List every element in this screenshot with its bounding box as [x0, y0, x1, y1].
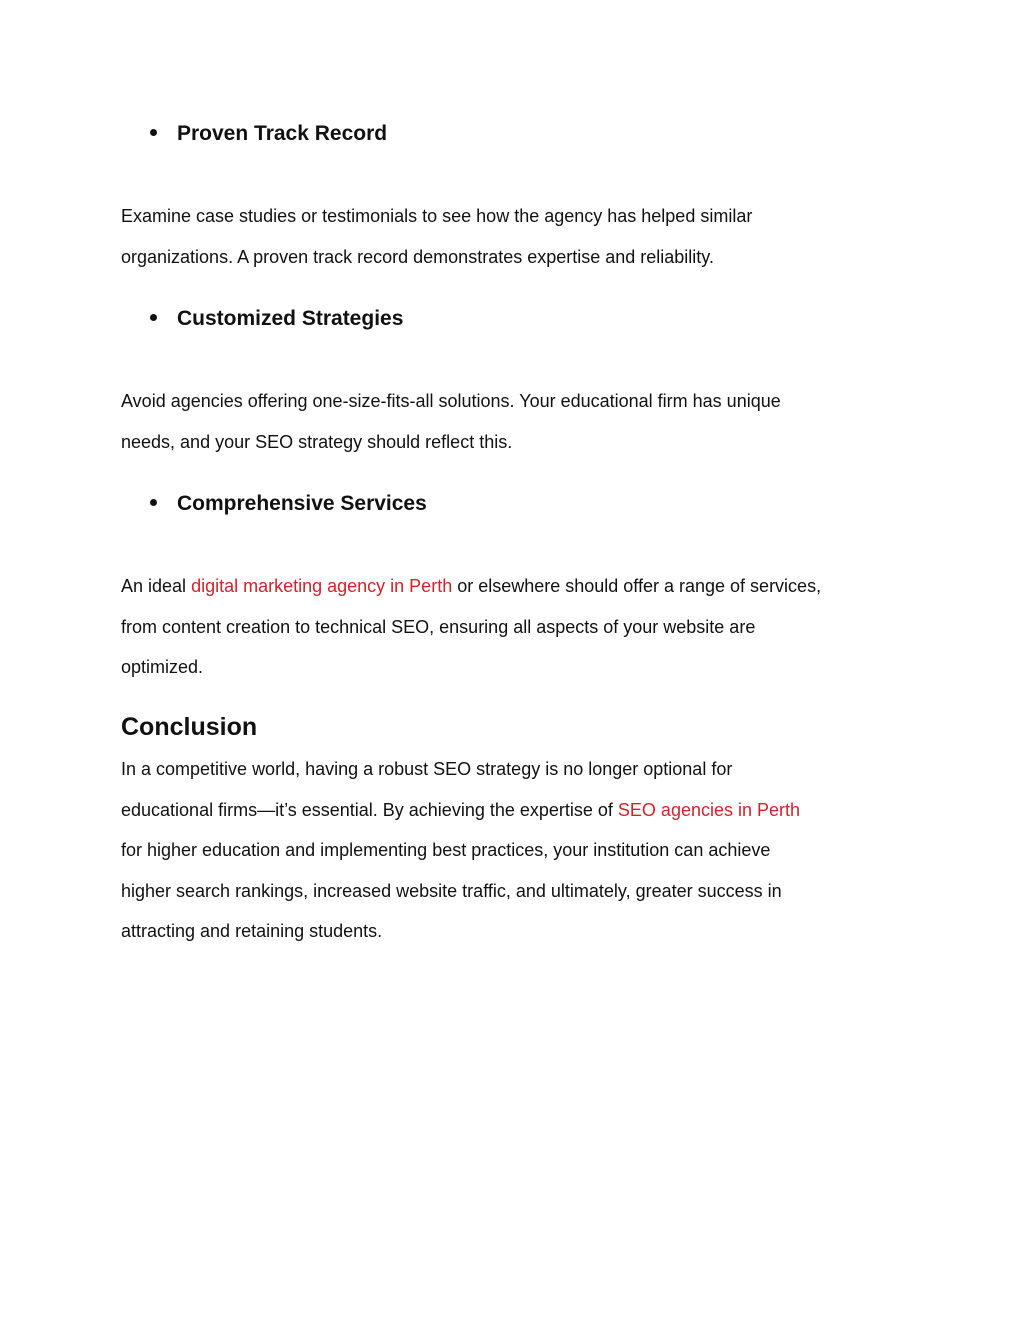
section-heading-text: Proven Track Record	[177, 122, 388, 145]
paragraph-line: In a competitive world, having a robust SEO strategy is no longer optional for	[121, 759, 733, 779]
section-heading-proven-track-record	[150, 123, 387, 144]
conclusion-heading: Conclusion	[121, 713, 258, 741]
digital-marketing-agency-link[interactable]: digital marketing agency in Perth	[191, 576, 453, 596]
bullet-icon	[150, 129, 157, 136]
section-paragraph-comprehensive-services	[121, 566, 921, 688]
text-segment: or elsewhere should offer a range of services,	[452, 576, 822, 596]
paragraph-line: attracting and retaining students.	[121, 921, 383, 941]
section-heading-customized-strategies	[150, 308, 403, 329]
seo-agencies-link[interactable]: SEO agencies in Perth	[617, 799, 801, 820]
paragraph-line: Avoid agencies offering one-size-fits-all solutions. Your educational firm has unique	[121, 391, 781, 411]
section-heading-text: Customized Strategies	[177, 307, 404, 330]
paragraph-line: higher search rankings, increased website traffic, and ultimately, greater success in	[121, 880, 782, 901]
paragraph-line: needs, and your SEO strategy should reflect this.	[121, 431, 513, 452]
text-segment: An ideal	[121, 576, 192, 596]
paragraph-line	[121, 790, 921, 831]
paragraph-line: optimized.	[121, 657, 204, 677]
conclusion-paragraph	[121, 749, 921, 952]
paragraph-line: Examine case studies or testimonials to see how the agency has helped similar	[121, 206, 753, 226]
paragraph-line: for higher education and implementing best practices, your institution can achieve	[121, 840, 771, 860]
section-paragraph-proven-track-record	[121, 196, 921, 277]
paragraph-line: from content creation to technical SEO, ensuring all aspects of your website are	[121, 616, 756, 637]
text-segment: educational firms—it’s essential. By achieving the expertise of	[121, 799, 618, 820]
section-heading-text: Comprehensive Services	[177, 492, 427, 515]
paragraph-line	[121, 566, 921, 607]
section-paragraph-customized-strategies	[121, 381, 921, 462]
bullet-icon	[150, 314, 157, 321]
paragraph-line: organizations. A proven track record demonstrates expertise and reliability.	[121, 246, 714, 267]
bullet-icon	[150, 499, 157, 506]
section-heading-comprehensive-services	[150, 493, 427, 514]
